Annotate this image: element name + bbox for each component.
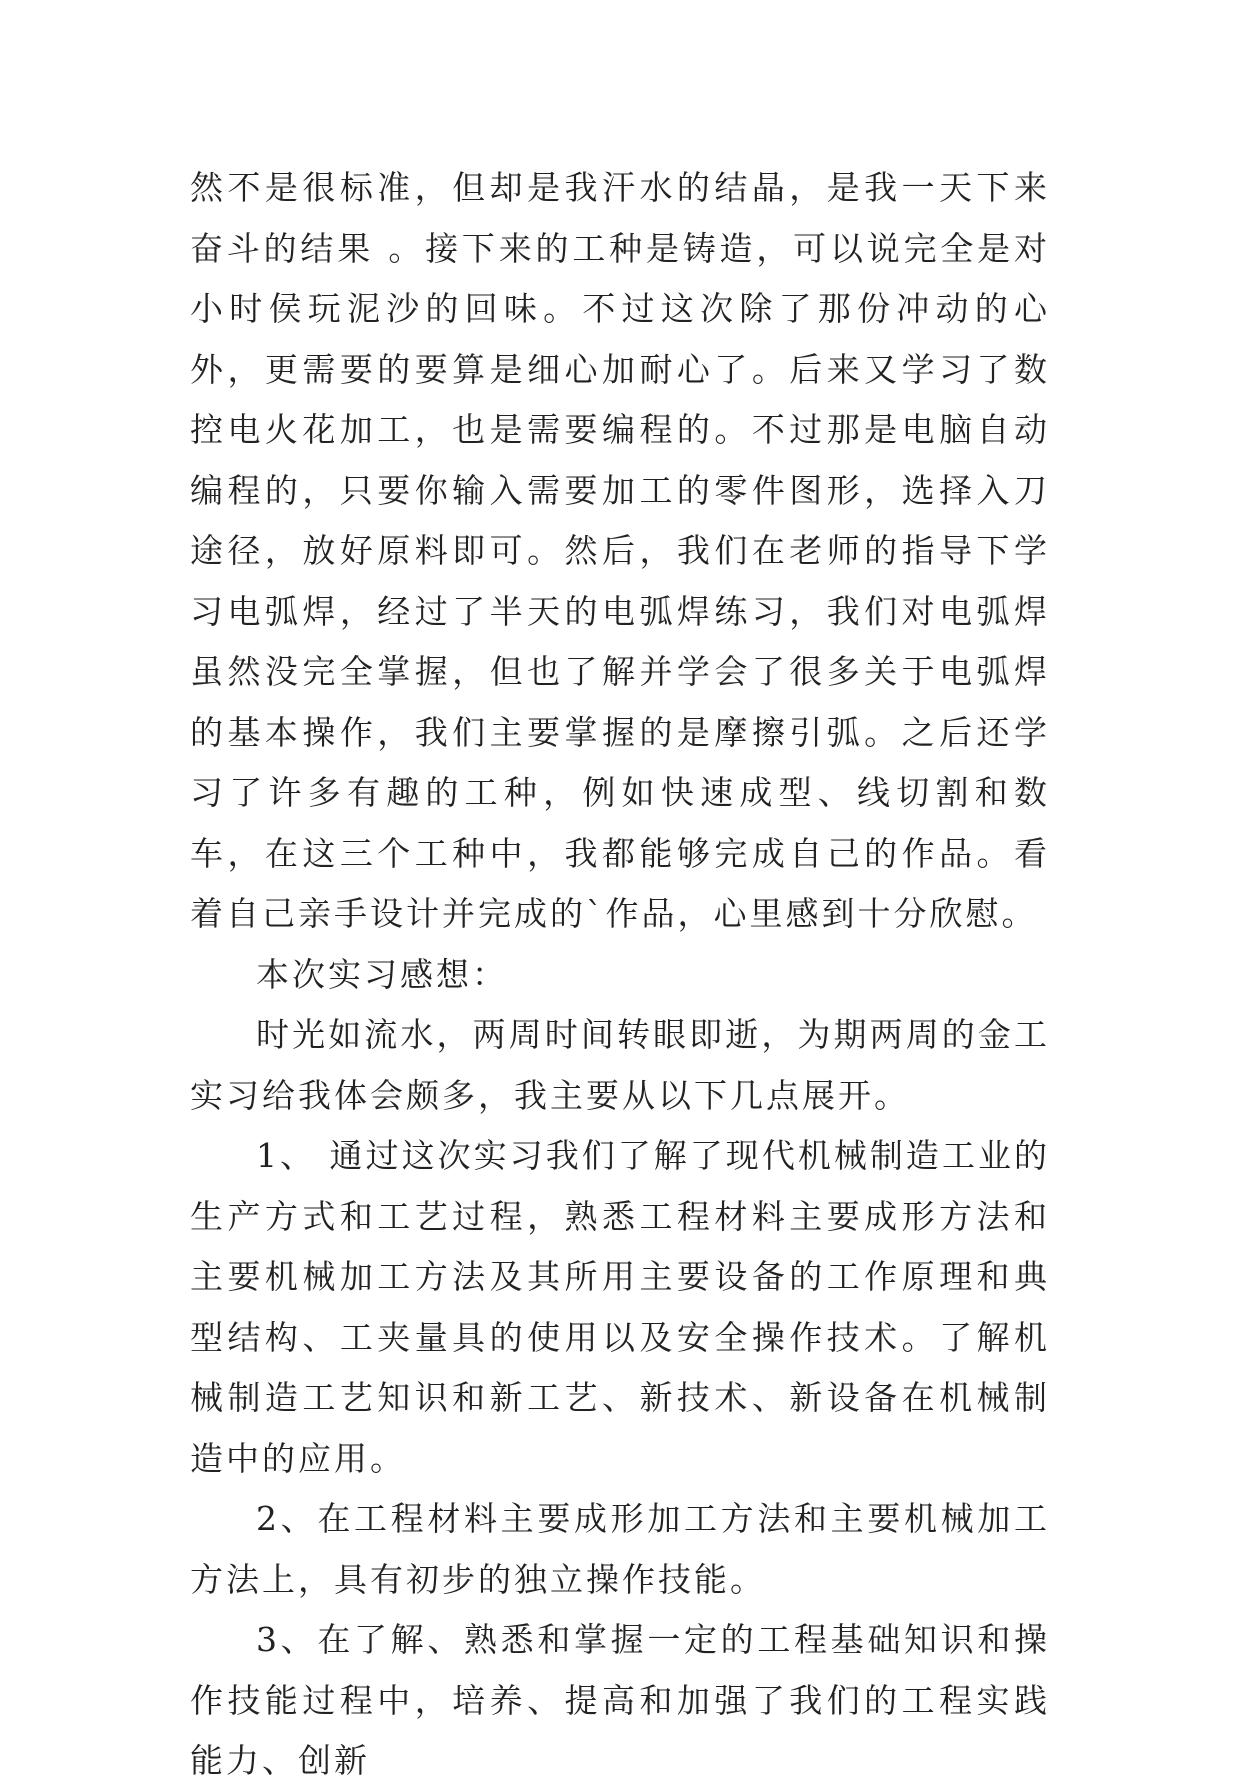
list-item-3: 3、在了解、熟悉和掌握一定的工程基础知识和操作技能过程中，培养、提高和加强了我们的工程实践能力、创新: [190, 1620, 1050, 1780]
list-item-2: 2、在工程材料主要成形加工方法和主要机械加工方法上，具有初步的独立操作技能。: [190, 1499, 1050, 1599]
section-heading: 本次实习感想：: [256, 954, 508, 994]
list-item-1: 1、 通过这次实习我们了解了现代机械制造工业的生产方式和工艺过程，熟悉工程材料主要成形方法和主要机械加工方法及其所用主要设备的工作原理和典型结构、工夹量具的使用以及安全操作技术。了解机械制造工艺知识和新工艺、新技术、新设备在机械制造中的应用。: [190, 1136, 1050, 1478]
document-body: [190, 158, 1050, 1792]
paragraph-2: 时光如流水，两周时间转眼即逝，为期两周的金工实习给我体会颇多，我主要从以下几点展开。: [190, 1015, 1050, 1115]
paragraph-1: 然不是很标准，但却是我汗水的结晶，是我一天下来奋斗的结果 。接下来的工种是铸造，可以说完全是对小时侯玩泥沙的回味。不过这次除了那份冲动的心外，更需要的要算是细心加耐心了。后来又学习了数控电火花加工，也是需要编程的。不过那是电脑自动编程的，只要你输入需要加工的零件图形，选择入刀途径，放好原料即可。然后，我们在老师的指导下学习电弧焊，经过了半天的电弧焊练习，我们对电弧焊虽然没完全掌握，但也了解并学会了很多关于电弧焊的基本操作，我们主要掌握的是摩擦引弧。之后还学习了许多有趣的工种，例如快速成型、线切割和数车，在这三个工种中，我都能够完成自己的作品。看着自己亲手设计并完成的`作品，心里感到十分欣慰。: [190, 168, 1050, 933]
